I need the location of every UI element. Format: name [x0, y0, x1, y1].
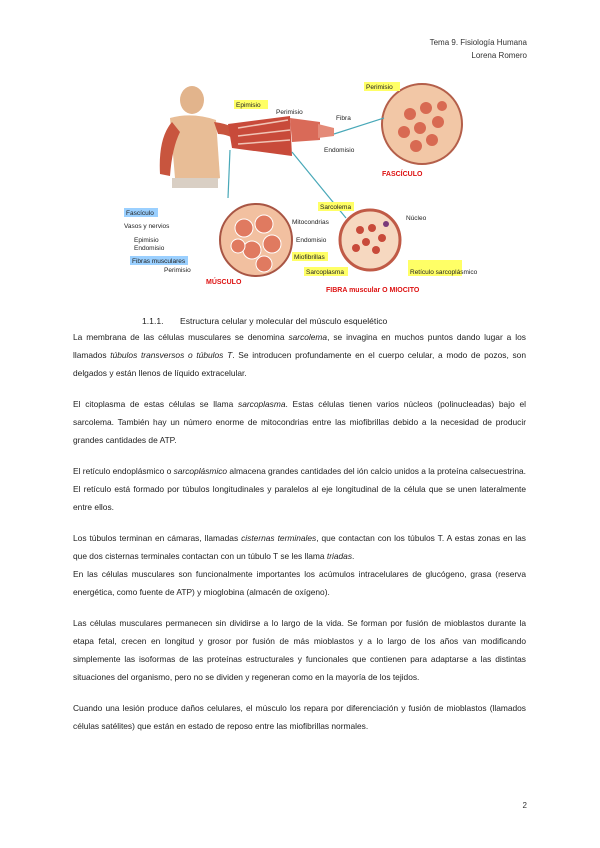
label-epimisio-top: Epimisio [236, 102, 261, 109]
page-number: 2 [522, 801, 527, 810]
paragraph-sarcolema: La membrana de las células musculares se denomina sarcolema, se invagina en muchos puntos dando lugar a los llamados túbulos transversos o túbulos T. Se introducen profundamente en el cuerpo celular, a modo de pozos, son delgados y están llenos de líquido extracelular. [73, 332, 526, 378]
body-text [73, 328, 526, 748]
label-endomisio-fib: Endomisio [296, 237, 327, 244]
label-endomisio-fasc: Endomisio [324, 147, 355, 154]
label-fasciculo: Fascículo [126, 210, 154, 217]
label-vasos: Vasos y nervios [124, 223, 170, 230]
label-endomisio: Endomisio [134, 245, 165, 252]
page-header [430, 36, 527, 62]
muscle-structure-figure [120, 78, 478, 300]
fiber-cross-section [340, 210, 400, 270]
header-course: Tema 9. Fisiología Humana [429, 38, 527, 47]
label-reticulo: Retículo sarcoplásmico [410, 269, 478, 276]
paragraph-lesion: Cuando una lesión produce daños celulares, el músculo los repara por diferenciación y fusión de mioblastos (llamados células satélites) que están en estado de reposo entre las miofibrillas normales. [73, 703, 526, 731]
caption-musculo: MÚSCULO [206, 279, 242, 286]
label-miofibrillas: Miofibrillas [294, 254, 325, 261]
paragraph-reticulo: El retículo endoplásmico o sarcoplásmico almacena grandes cantidades del ión calcio unidos a la proteína calsecuestrina. El retículo está formado por túbulos longitudinales y paralelos al eje longitudinal de la célula que se unen lateralmente entre ellos. [73, 466, 526, 512]
muscle-cross-section [220, 204, 292, 276]
label-sarcolema: Sarcolema [320, 204, 352, 211]
label-perimisio-fasc: Perimisio [366, 84, 393, 91]
muscle-bundle-illustration [228, 116, 334, 156]
header-author: Lorena Romero [471, 51, 527, 60]
paragraph-sarcoplasma: El citoplasma de estas células se llama sarcoplasma. Estas células tienen varios núcleos (polinucleadas) bajo el sarcolema. También hay un número enorme de mitocondrias entre las miofibrillas debido a la necesidad de producir grandes cantidades de ATP. [73, 399, 526, 445]
paragraph-tubulos: Los túbulos terminan en cámaras, llamadas cisternas terminales, que contactan con los túbulos T. A estas zonas en las que dos cisternas terminales contactan con un túbulo T se les llama triadas. [73, 533, 526, 561]
section-number: 1.1.1. [142, 316, 164, 326]
label-sarcoplasma: Sarcoplasma [306, 269, 344, 276]
caption-fasciculo: FASCÍCULO [382, 171, 423, 178]
label-mitocondrias: Mitocondrias [292, 219, 329, 226]
label-fibra: Fibra [336, 115, 351, 122]
paragraph-division: Las células musculares permanecen sin dividirse a lo largo de la vida. Se forman por fusión de mioblastos durante la etapa fetal, crecen en longitud y grosor por fusión de más mioblastos y a lo largo de los años van modificando simplemente las isoformas de las proteínas estructurales y funcionales que contienen para adaptarse a las distintas situaciones del organismo, pero no se dividen y regeneran como en la mayoría de los tejidos. [73, 618, 526, 682]
section-title: Estructura celular y molecular del músculo esquelético [180, 316, 388, 326]
caption-fibra: FIBRA muscular O MIOCITO [326, 287, 420, 294]
label-perimisio-top: Perimisio [276, 109, 303, 116]
fascicle-cross-section [382, 84, 462, 164]
section-heading [142, 316, 387, 326]
paragraph-acumulos: En las células musculares son funcionalmente importantes los acúmulos intracelulares de glucógeno, grasa (reserva energética, como fuente de ATP) y mioglobina (almacén de oxígeno). [73, 569, 526, 597]
label-nucleo: Núcleo [406, 215, 427, 222]
label-fibras-musc: Fibras musculares [132, 258, 186, 265]
label-epimisio: Epimisio [134, 237, 159, 244]
label-perimisio: Perimisio [164, 267, 191, 274]
